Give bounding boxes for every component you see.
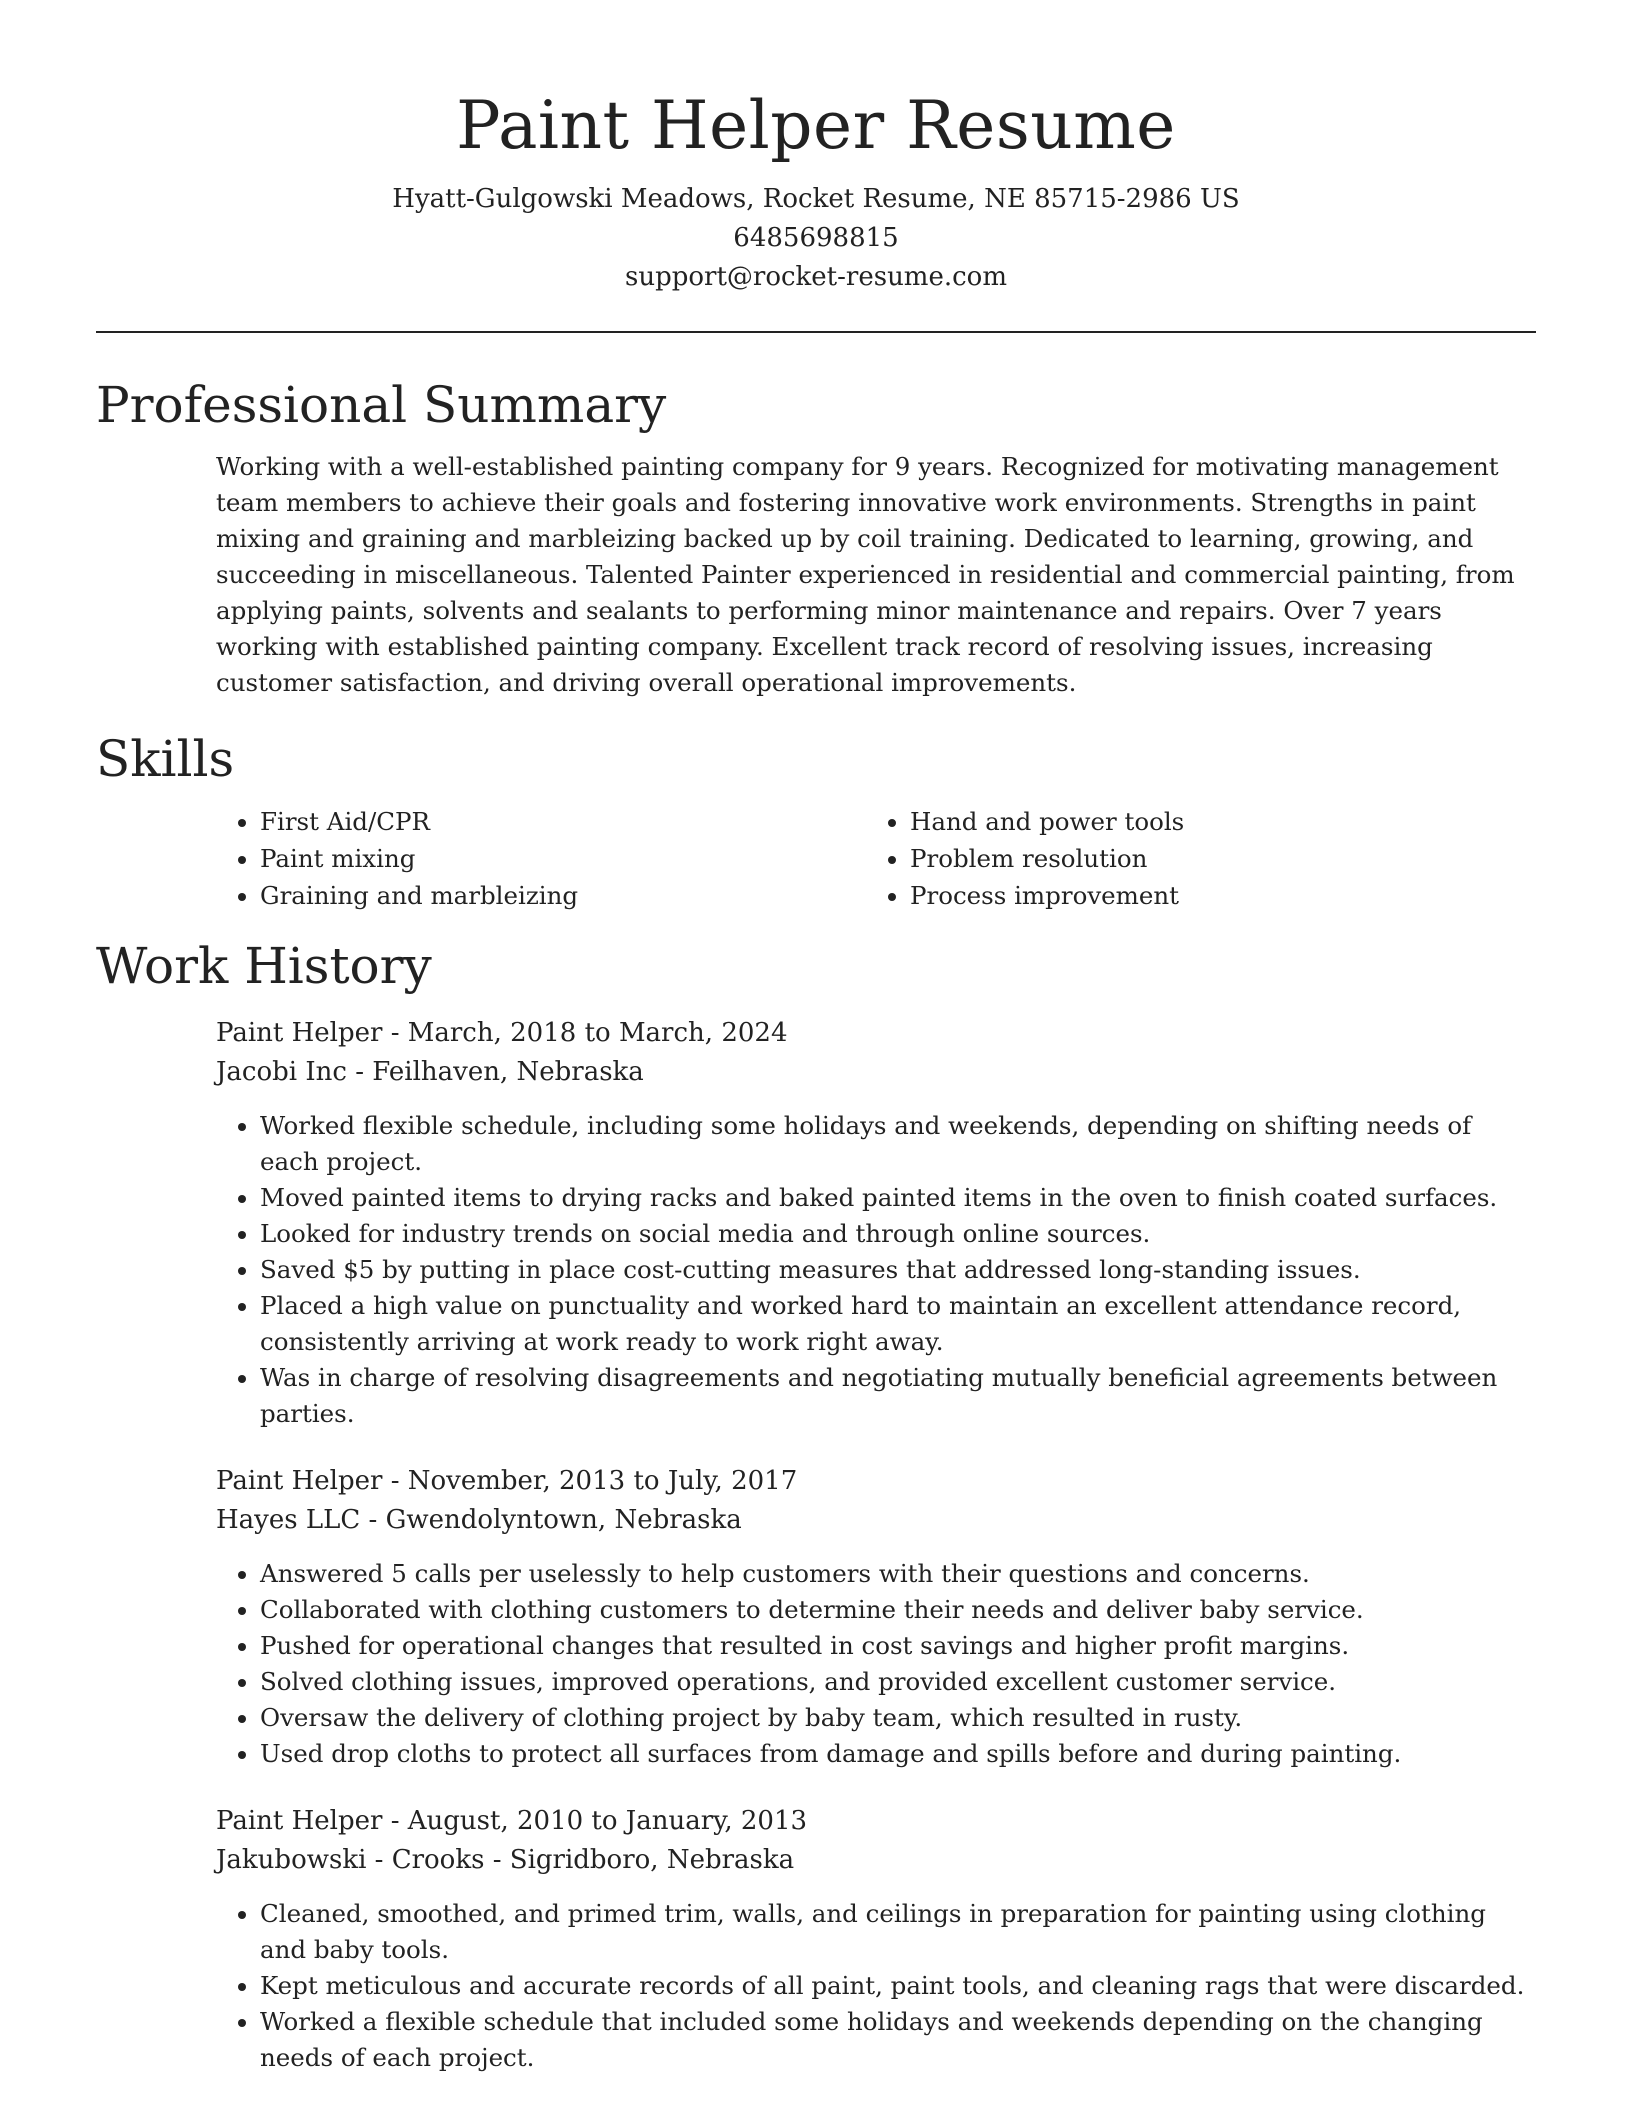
job-bullet: • Kept meticulous and accurate records of all paint, paint tools, and cleaning rags that were discarded.: [260, 1968, 1536, 2004]
skill-item: • Paint mixing: [260, 840, 866, 877]
skill-item: • Hand and power tools: [910, 803, 1516, 840]
skill-item: • Graining and marbleizing: [260, 877, 866, 914]
job-title: Paint Helper: [216, 1018, 383, 1048]
resume-page: [96, 0, 1536, 2076]
job-title: Paint Helper: [216, 1806, 383, 1836]
job-company: Jakubowski - Crooks: [216, 1845, 485, 1875]
job-bullet: • Worked flexible schedule, including some holidays and weekends, depending on shifting needs of each project.: [260, 1108, 1536, 1180]
job-company-line: [216, 1501, 1536, 1540]
job-bullet: • Saved $5 by putting in place cost-cutting measures that addressed long-standing issues.: [260, 1252, 1536, 1288]
summary-heading: Professional Summary: [96, 376, 667, 434]
skills-grid: [216, 803, 1536, 914]
skills-heading: Skills: [96, 730, 235, 788]
job-bullets: [216, 1896, 1536, 2076]
contact-phone: 6485698815: [733, 223, 899, 253]
job-bullets: [216, 1108, 1536, 1432]
job-dates: - August, 2010 to January, 2013: [382, 1806, 808, 1836]
job-title-line: [216, 1014, 1536, 1053]
job-bullet: • Solved clothing issues, improved operations, and provided excellent customer service.: [260, 1664, 1536, 1700]
summary-text: Working with a well-established painting company for 9 years. Recognized for motivating management team members to achieve their goals and fostering innovative work environments. Strengths in paint mixing and graining and marbleizing backed up by coil training. Dedicated to learning, growing, and succeeding in miscellaneous. Talented Painter experienced in residential and commercial painting, from applying paints, solvents and sealants to performing minor maintenance and repairs. Over 7 years working with established painting company. Excellent track record of resolving issues, increasing customer satisfaction, and driving overall operational improvements.: [216, 452, 1515, 697]
contact-email: support@rocket-resume.com: [624, 262, 1007, 292]
header-divider: [96, 331, 1536, 333]
job-company: Hayes LLC: [216, 1505, 361, 1535]
job-dates: - March, 2018 to March, 2024: [382, 1018, 788, 1048]
job-bullet: • Worked a flexible schedule that included some holidays and weekends depending on the changing needs of each project.: [260, 2004, 1536, 2076]
job-company-line: [216, 1841, 1536, 1880]
job-bullet: • Oversaw the delivery of clothing project by baby team, which resulted in rusty.: [260, 1700, 1536, 1736]
work-history-heading: Work History: [96, 937, 432, 995]
job-company: Jacobi Inc: [216, 1057, 347, 1087]
job-bullet: • Collaborated with clothing customers to determine their needs and deliver baby service.: [260, 1592, 1536, 1628]
contact-block: [96, 180, 1536, 297]
job-bullet: • Cleaned, smoothed, and primed trim, walls, and ceilings in preparation for painting using clothing and baby tools.: [260, 1896, 1536, 1968]
job-location: - Sigridboro, Nebraska: [484, 1845, 795, 1875]
job-company-line: [216, 1053, 1536, 1092]
job-location: - Feilhaven, Nebraska: [346, 1057, 644, 1087]
skill-item: • Process improvement: [910, 877, 1516, 914]
job-bullet: • Placed a high value on punctuality and worked hard to maintain an excellent attendance record, consistently arriving at work ready to work right away.: [260, 1288, 1536, 1360]
job-entry: [216, 1014, 1536, 1432]
job-bullet: • Pushed for operational changes that resulted in cost savings and higher profit margins.: [260, 1628, 1536, 1664]
skill-item: • Problem resolution: [910, 840, 1516, 877]
job-title-line: [216, 1462, 1536, 1501]
job-bullet: • Used drop cloths to protect all surfaces from damage and spills before and during painting.: [260, 1736, 1536, 1772]
job-entry: [216, 1802, 1536, 2076]
job-dates: - November, 2013 to July, 2017: [382, 1466, 798, 1496]
contact-address: Hyatt-Gulgowski Meadows, Rocket Resume, NE 85715-2986 US: [392, 184, 1240, 214]
job-bullets: [216, 1556, 1536, 1772]
job-title: Paint Helper: [216, 1466, 383, 1496]
job-bullet: • Looked for industry trends on social media and through online sources.: [260, 1216, 1536, 1252]
skill-item: • First Aid/CPR: [260, 803, 866, 840]
job-location: - Gwendolyntown, Nebraska: [360, 1505, 742, 1535]
job-bullet: • Was in charge of resolving disagreements and negotiating mutually beneficial agreements between parties.: [260, 1360, 1536, 1432]
job-bullet: • Moved painted items to drying racks and baked painted items in the oven to finish coated surfaces.: [260, 1180, 1536, 1216]
resume-header: [96, 0, 1536, 297]
job-bullet: • Answered 5 calls per uselessly to help customers with their questions and concerns.: [260, 1556, 1536, 1592]
job-entry: [216, 1462, 1536, 1772]
skills-list-left: [216, 803, 866, 914]
resume-title: Paint Helper Resume: [456, 87, 1176, 164]
skills-list-right: [866, 803, 1516, 914]
job-title-line: [216, 1802, 1536, 1841]
